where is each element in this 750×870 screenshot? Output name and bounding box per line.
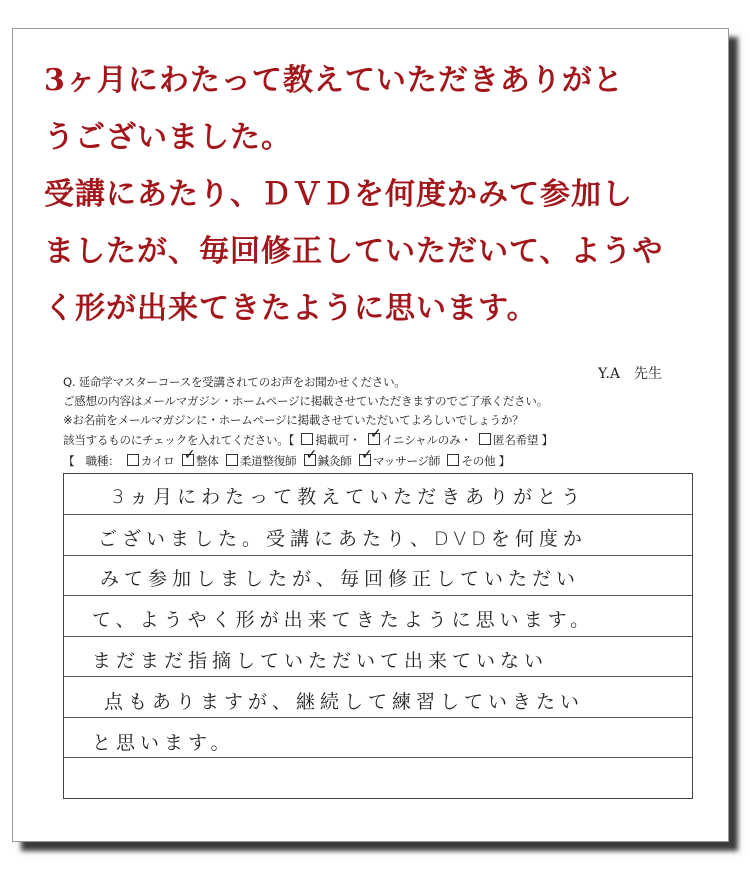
ruled-line	[64, 676, 692, 677]
teacher-name: Y.A 先生	[598, 366, 662, 382]
handwritten-line: 点もありますが、継続して練習していきたい	[104, 691, 585, 713]
consent-row	[63, 432, 553, 448]
occupation-row	[63, 453, 510, 469]
occupation-label-chiro: カイロ	[140, 454, 175, 468]
consent-label-public: 掲載可・	[315, 433, 361, 447]
occupation-checkbox-chiro[interactable]	[127, 454, 139, 466]
ruled-line	[64, 717, 692, 718]
occupation-bracket: 】	[498, 454, 510, 468]
handwritten-line: ございました。受講にあたり、DVDを何度か	[98, 528, 587, 550]
occupation-label-judo: 柔道整復師	[239, 454, 297, 468]
consent-checkbox-initials[interactable]	[368, 433, 380, 445]
occupation-checkbox-seitai[interactable]	[182, 454, 194, 466]
handwritten-line: 3ヵ月にわたって教えていただきありがとう	[112, 486, 586, 508]
ruled-line	[64, 636, 692, 637]
handwritten-line: て、ようやく形が出来てきたように思います。	[92, 609, 595, 631]
handwritten-line: まだまだ指摘していただいて出来ていない	[92, 650, 549, 672]
question-line: Q. 延命学マスターコースを受講されてのお声をお聞かせください。	[63, 375, 406, 389]
question-line: ご感想の内容はメールマガジン・ホームページに掲載させていただきますのでご了承ください。	[63, 394, 548, 408]
ruled-line	[64, 757, 692, 758]
handwritten-line: と思います。	[92, 732, 235, 754]
consent-checkbox-public[interactable]	[301, 433, 313, 445]
question-line: ※お名前をメールマガジンに・ホームページに掲載させていただいてよろしいでしょうか？	[63, 413, 524, 427]
headline-line: く形が出来てきたように思います。	[44, 291, 538, 326]
consent-bracket: 】	[541, 433, 553, 447]
ruled-line	[64, 555, 692, 556]
consent-label-anonymous: 匿名希望	[493, 433, 539, 447]
headline-line: ましたが、毎回修正していただいて、ようや	[44, 234, 664, 269]
occupation-checkbox-judo[interactable]	[226, 454, 238, 466]
ruled-line	[64, 595, 692, 596]
consent-label-initials: イニシャルのみ・	[382, 433, 472, 447]
headline-line: うございました。	[44, 120, 292, 155]
occupation-prompt: 【 職種：	[63, 454, 120, 468]
occupation-checkbox-acupuncture[interactable]	[304, 454, 316, 466]
headline-line: 3ヶ月にわたって教えていただきありがと	[44, 63, 624, 98]
handwritten-line: みて参加しましたが、毎回修正していただい	[100, 568, 581, 590]
ruled-line	[64, 514, 692, 515]
occupation-checkbox-other[interactable]	[447, 454, 459, 466]
testimonial-headline	[44, 52, 704, 337]
occupation-label-seitai: 整体	[195, 454, 219, 468]
occupation-label-acupuncture: 鍼灸師	[317, 454, 352, 468]
consent-prompt: 該当するものにチェックを入れてください。【	[63, 433, 295, 447]
headline-line: 受講にあたり、ＤＶＤを何度かみて参加し	[44, 177, 633, 212]
consent-checkbox-anonymous[interactable]	[479, 433, 491, 445]
occupation-checkbox-massage[interactable]	[359, 454, 371, 466]
occupation-label-massage: マッサージ師	[372, 454, 441, 468]
occupation-label-other: その他	[461, 454, 496, 468]
